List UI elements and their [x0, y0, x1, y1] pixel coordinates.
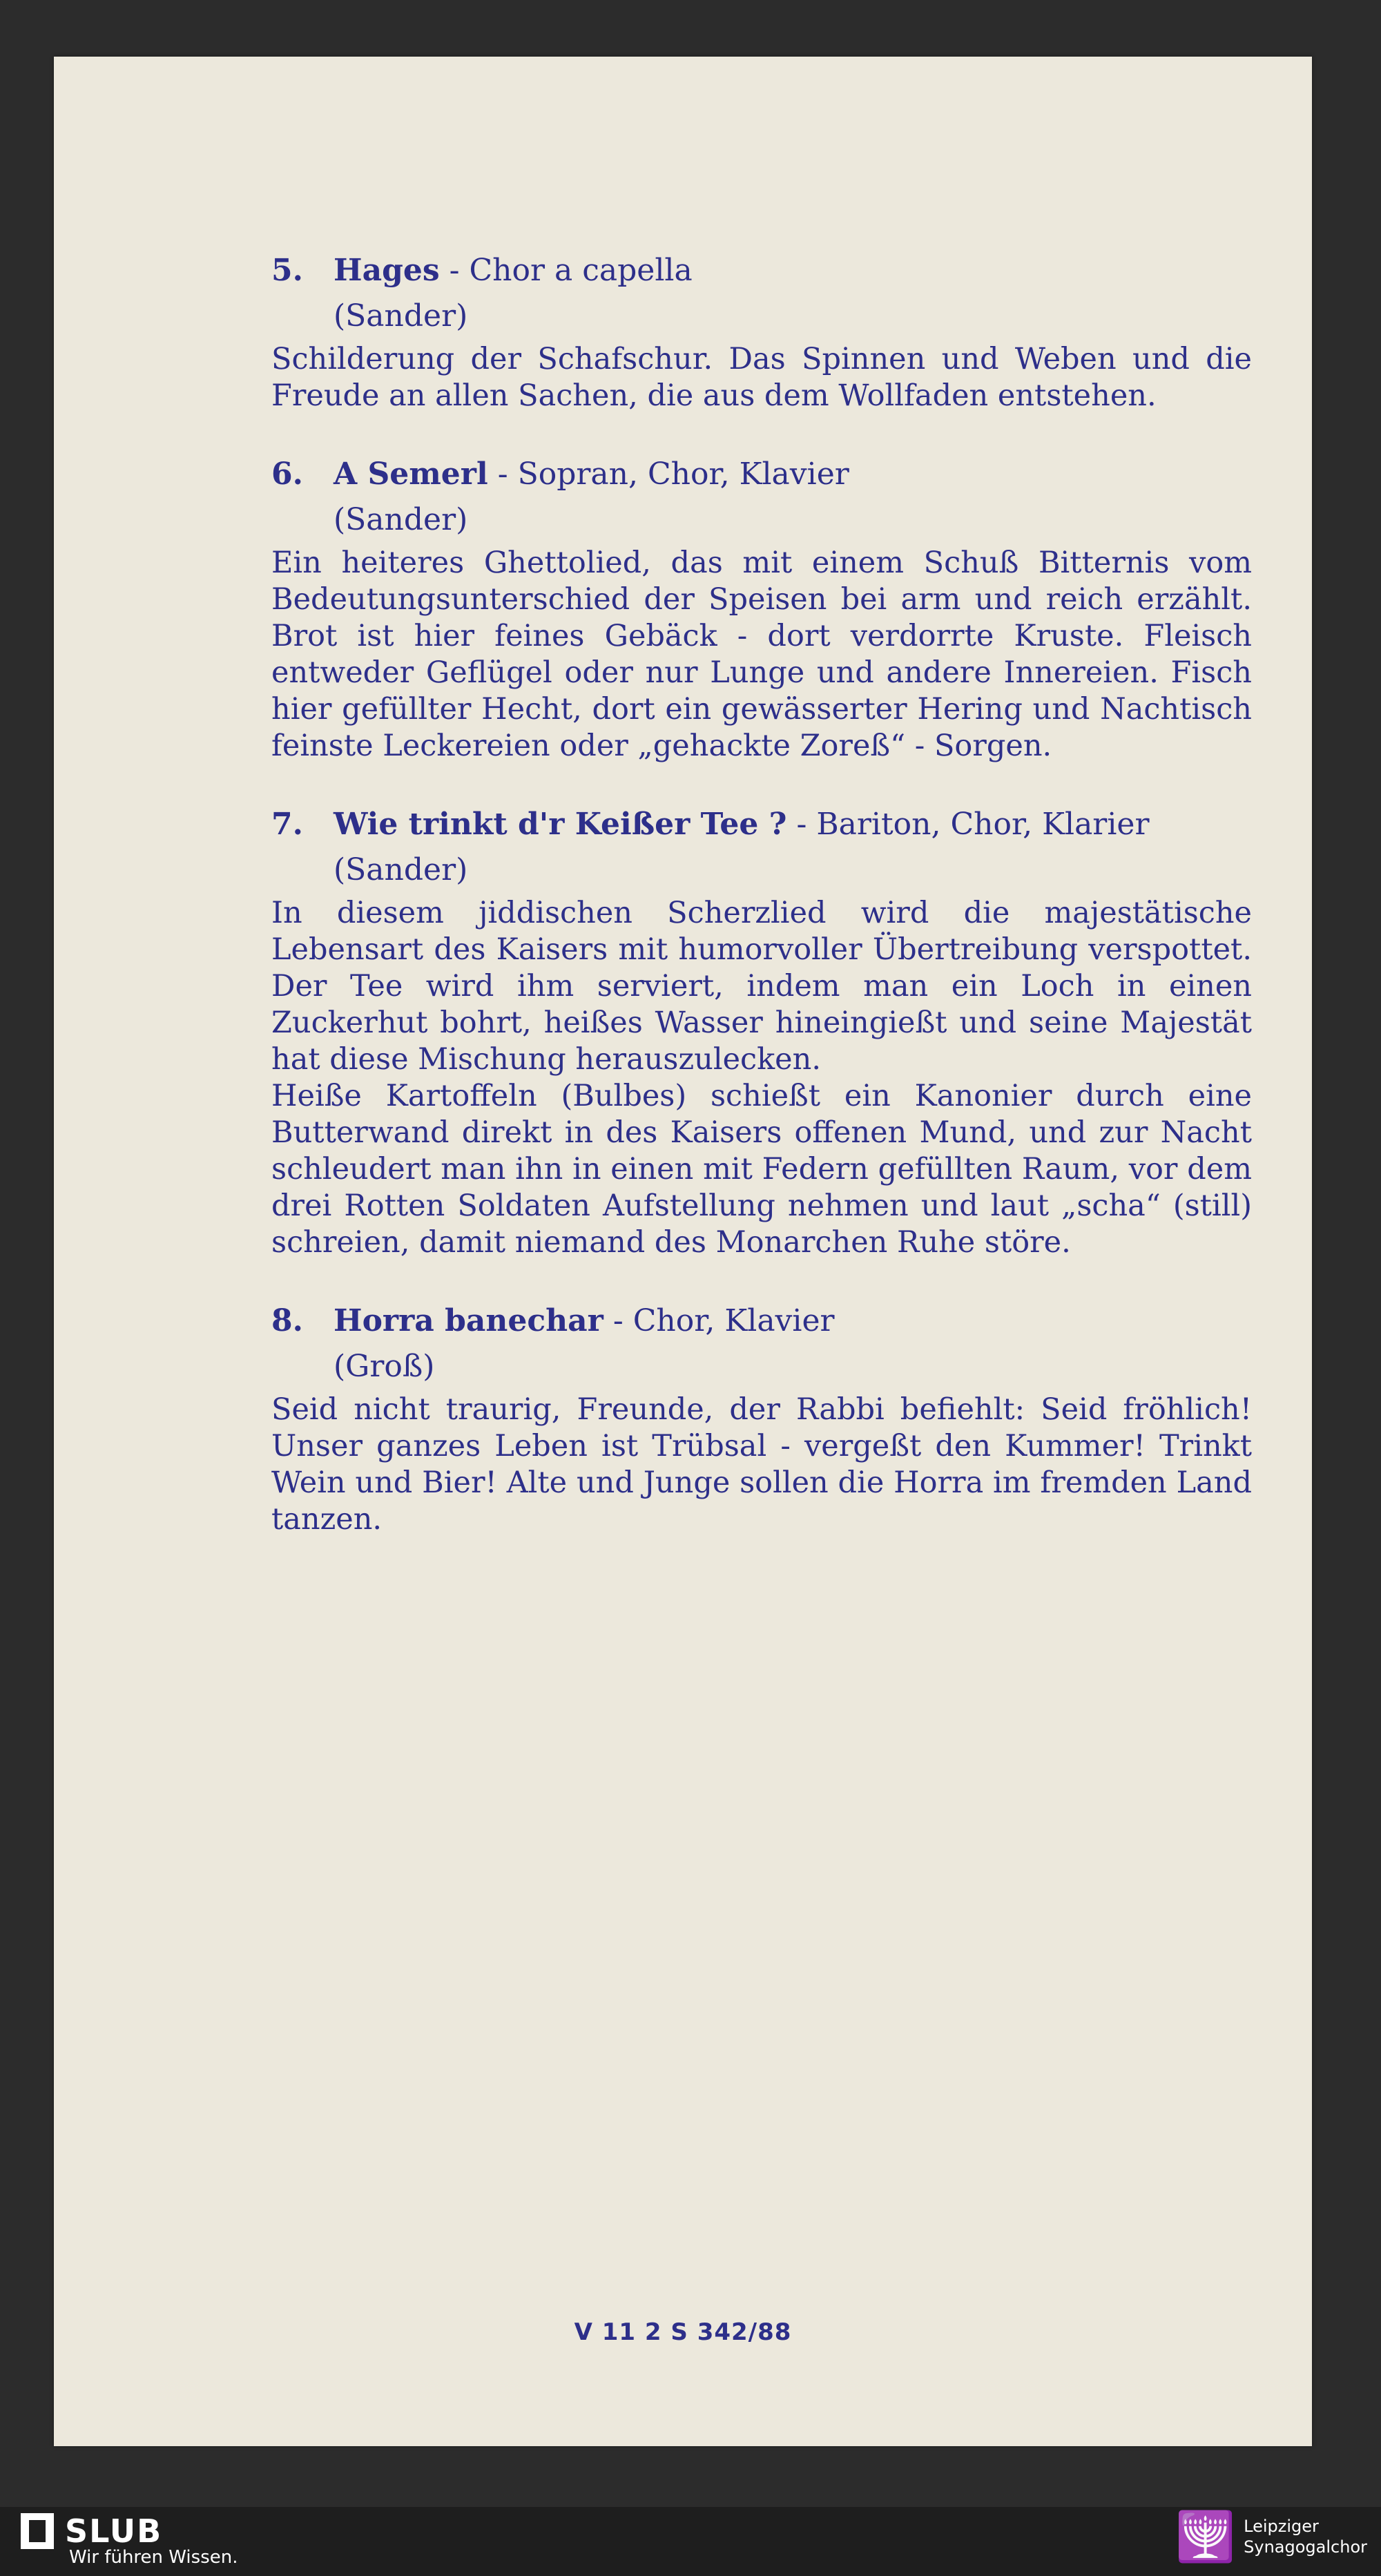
item-separator: -	[796, 807, 807, 842]
item-separator: -	[612, 1303, 624, 1338]
item-composer: (Sander)	[334, 502, 468, 537]
item-description	[271, 341, 1252, 414]
program-page	[54, 57, 1312, 2446]
item-description	[271, 545, 1252, 765]
item-number: 7.	[271, 807, 303, 842]
item-composer: (Groß)	[334, 1349, 435, 1384]
slub-book-icon	[21, 2513, 54, 2549]
program-item-7	[271, 802, 1252, 1261]
item-heading	[271, 802, 1252, 847]
description-paragraph: Ein heiteres Ghettolied, das mit einem Schuß Bitternis vom Bedeutungsunterschied der Speisen bei arm und reich erzählt. Brot ist hier feines Gebäck - dort verdorrte Kruste. Fleisch entweder Geflügel oder nur Lunge und andere Innereien. Fisch hier gefüllter Hecht, dort ein gewässerter Hering und Nachtisch feinste Leckereien oder „gehackte Zoreß“ - Sorgen.	[271, 546, 1252, 763]
item-heading	[271, 249, 1252, 293]
item-title: Horra banechar	[334, 1303, 603, 1338]
item-number: 5.	[271, 253, 303, 288]
program-item-8	[271, 1299, 1252, 1538]
item-number: 6.	[271, 456, 303, 492]
item-title: Wie trinkt d'r Keißer Tee ?	[334, 807, 787, 842]
item-heading	[271, 1299, 1252, 1343]
print-code: V 11 2 S 342/88	[574, 2318, 792, 2346]
partner-line1: Leipziger	[1244, 2517, 1319, 2536]
partner-line2: Synagogalchor	[1244, 2537, 1367, 2557]
item-description	[271, 895, 1252, 1261]
item-scoring: Sopran, Chor, Klavier	[517, 456, 849, 492]
program-item-5	[271, 249, 1252, 414]
slub-name: SLUB	[65, 2512, 163, 2550]
item-title: Hages	[334, 253, 440, 288]
item-number: 8.	[271, 1303, 303, 1338]
item-composer: (Sander)	[334, 298, 468, 334]
item-separator: -	[497, 456, 508, 492]
item-heading	[271, 452, 1252, 497]
item-separator: -	[449, 253, 460, 288]
program-content	[271, 249, 1252, 1576]
item-composer: (Sander)	[334, 852, 468, 887]
program-item-6	[271, 452, 1252, 765]
description-paragraph: Schilderung der Schafschur. Das Spinnen und Weben und die Freude an allen Sachen, die aus dem Wollfaden entstehen.	[271, 342, 1252, 413]
synagogalchor-logo[interactable]	[1175, 2508, 1367, 2565]
description-paragraph: In diesem jiddischen Scherzlied wird die majestätische Lebensart des Kaisers mit humorvoller Übertreibung verspottet. Der Tee wird ihm serviert, indem man ein Loch in einen Zuckerhut bohrt, heißes Wasser hineingießt und seine Majestät hat diese Mischung herauszulecken.	[271, 896, 1252, 1077]
menorah-icon: 🕎	[1175, 2508, 1236, 2565]
item-scoring: Chor, Klavier	[632, 1303, 835, 1338]
description-paragraph: Seid nicht traurig, Freunde, der Rabbi befiehlt: Seid fröhlich! Unser ganzes Leben ist Trübsal - vergeßt den Kummer! Trinkt Wein und Bier! Alte und Junge sollen die Horra im fremden Land tanzen.	[271, 1392, 1252, 1537]
synagogalchor-text	[1244, 2516, 1367, 2557]
slub-logo[interactable]	[21, 2512, 238, 2568]
item-scoring: Bariton, Chor, Klarier	[816, 807, 1150, 842]
item-scoring: Chor a capella	[469, 253, 693, 288]
slub-tagline: Wir führen Wissen.	[69, 2547, 238, 2568]
item-title: A Semerl	[334, 456, 488, 492]
description-paragraph: Heiße Kartoffeln (Bulbes) schießt ein Kanonier durch eine Butterwand direkt in des Kaisers offenen Mund, und zur Nacht schleudert man ihn in einen mit Federn gefüllten Raum, vor dem drei Rotten Soldaten Aufstellung nehmen und laut „scha“ (still) schreien, damit niemand des Monarchen Ruhe störe.	[271, 1079, 1252, 1260]
item-description	[271, 1392, 1252, 1538]
